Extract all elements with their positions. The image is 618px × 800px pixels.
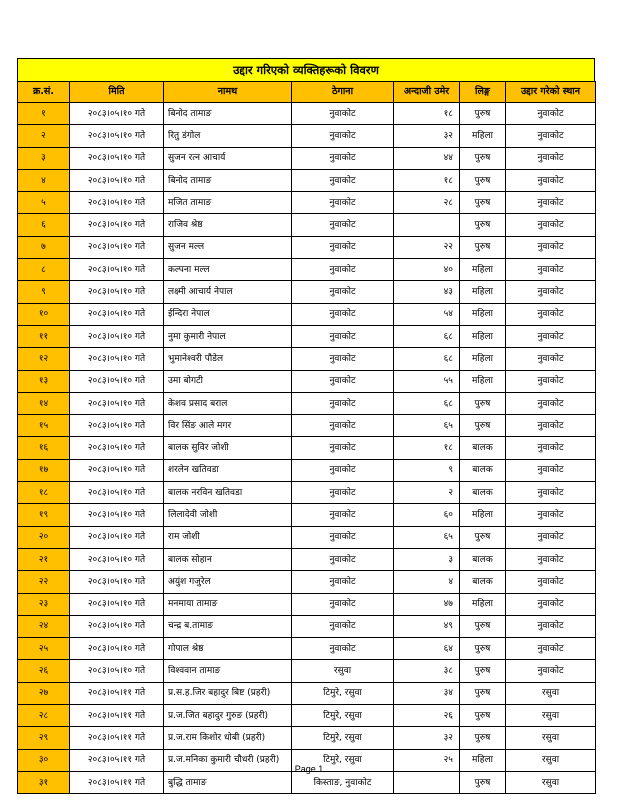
cell-address: टिमुरे, रसुवा <box>292 682 394 704</box>
cell-serial: ३ <box>18 147 70 169</box>
cell-gender: पुरुष <box>460 214 506 236</box>
cell-address: नुवाकोट <box>292 638 394 660</box>
cell-date: २०८३।०५।११ गते <box>70 705 164 727</box>
cell-date: २०८३।०५।११ गते <box>70 682 164 704</box>
cell-name: विश्ववान तामाङ <box>164 660 292 682</box>
table-row <box>18 571 596 593</box>
cell-address: रसुवा <box>292 660 394 682</box>
header-rescue-place: उद्दार गरेको स्थान <box>506 82 596 103</box>
cell-date: २०८३।०५।१० गते <box>70 415 164 437</box>
cell-name: विर सिंङ आले मगर <box>164 415 292 437</box>
page-number: Page 1 <box>294 764 324 774</box>
cell-address: नुवाकोट <box>292 370 394 392</box>
cell-age: ३२ <box>394 125 460 147</box>
cell-serial: १० <box>18 303 70 325</box>
cell-age: ५५ <box>394 370 460 392</box>
cell-age: ४० <box>394 259 460 281</box>
cell-age: २२ <box>394 236 460 258</box>
cell-age: २ <box>394 482 460 504</box>
header-name: नामथ <box>164 82 292 103</box>
cell-serial: २६ <box>18 660 70 682</box>
cell-rescue-place: नुवाकोट <box>506 459 596 481</box>
table-row <box>18 705 596 727</box>
cell-gender: पुरुष <box>460 660 506 682</box>
cell-name: बिनोद तामाङ <box>164 103 292 125</box>
cell-name: मजित तामाङ <box>164 192 292 214</box>
cell-address: नुवाकोट <box>292 214 394 236</box>
cell-rescue-place: नुवाकोट <box>506 325 596 347</box>
table-row <box>18 392 596 414</box>
cell-name: नुमा कुमारी नेपाल <box>164 325 292 347</box>
cell-rescue-place: नुवाकोट <box>506 615 596 637</box>
cell-serial: ८ <box>18 259 70 281</box>
cell-rescue-place: नुवाकोट <box>506 192 596 214</box>
cell-name: अयुंश गजुरेल <box>164 571 292 593</box>
cell-serial: ७ <box>18 236 70 258</box>
cell-address: नुवाकोट <box>292 615 394 637</box>
cell-date: २०८३।०५।१० गते <box>70 548 164 570</box>
cell-rescue-place: रसुवा <box>506 749 596 771</box>
table-row <box>18 638 596 660</box>
cell-age: ६५ <box>394 415 460 437</box>
cell-serial: २३ <box>18 593 70 615</box>
header-date: मिति <box>70 82 164 103</box>
cell-age: ३८ <box>394 660 460 682</box>
table-row <box>18 615 596 637</box>
table-row <box>18 437 596 459</box>
cell-date: २०८३।०५।१० गते <box>70 103 164 125</box>
table-row <box>18 281 596 303</box>
cell-age: ४४ <box>394 147 460 169</box>
cell-rescue-place: नुवाकोट <box>506 303 596 325</box>
cell-address: टिमुरे, रसुवा <box>292 749 394 771</box>
table-row <box>18 526 596 548</box>
rescued-persons-sheet <box>17 58 595 794</box>
cell-name: केशव प्रसाद बराल <box>164 392 292 414</box>
cell-age: ४ <box>394 571 460 593</box>
cell-date: २०८३।०५।१० गते <box>70 459 164 481</box>
table-row <box>18 348 596 370</box>
cell-rescue-place: नुवाकोट <box>506 214 596 236</box>
cell-rescue-place: नुवाकोट <box>506 571 596 593</box>
cell-date: २०८३।०५।१० गते <box>70 526 164 548</box>
cell-gender: बालक <box>460 548 506 570</box>
cell-serial: १ <box>18 103 70 125</box>
cell-rescue-place: नुवाकोट <box>506 482 596 504</box>
table-row <box>18 147 596 169</box>
cell-address: किस्ताङ, नुवाकोट <box>292 771 394 793</box>
cell-serial: १७ <box>18 459 70 481</box>
cell-name: बिनोद तामाङ <box>164 169 292 191</box>
cell-age: २५ <box>394 749 460 771</box>
cell-rescue-place: नुवाकोट <box>506 593 596 615</box>
header-row <box>18 82 596 103</box>
cell-gender: पुरुष <box>460 169 506 191</box>
cell-date: २०८३।०५।१० गते <box>70 571 164 593</box>
cell-gender: महिला <box>460 259 506 281</box>
cell-name: बालक नरविन खतिवडा <box>164 482 292 504</box>
cell-serial: २१ <box>18 548 70 570</box>
table-row <box>18 660 596 682</box>
cell-date: २०८३।०५।१० गते <box>70 259 164 281</box>
cell-name: भुमानेश्वरी पौडेल <box>164 348 292 370</box>
table-row <box>18 169 596 191</box>
cell-rescue-place: नुवाकोट <box>506 348 596 370</box>
cell-date: २०८३।०५।१० गते <box>70 660 164 682</box>
table-title: उद्दार गरिएको व्यक्तिहरूको विवरण <box>17 58 595 81</box>
cell-gender: पुरुष <box>460 147 506 169</box>
cell-serial: १४ <box>18 392 70 414</box>
cell-gender: महिला <box>460 370 506 392</box>
table-row <box>18 482 596 504</box>
cell-name: राजिव श्रेष्ठ <box>164 214 292 236</box>
cell-gender: महिला <box>460 125 506 147</box>
cell-date: २०८३।०५।१० गते <box>70 504 164 526</box>
cell-address: नुवाकोट <box>292 571 394 593</box>
cell-name: लक्ष्मी आचार्य नेपाल <box>164 281 292 303</box>
cell-name: प्र.स.ह.जिर बहादुर बिष्ट (प्रहरी) <box>164 682 292 704</box>
cell-age: ६८ <box>394 392 460 414</box>
header-age: अन्दाजी उमेर <box>394 82 460 103</box>
cell-age <box>394 214 460 236</box>
cell-date: २०८३।०५।१० गते <box>70 638 164 660</box>
header-gender: लिङ्ग <box>460 82 506 103</box>
rescued-persons-table <box>17 81 596 794</box>
cell-serial: १२ <box>18 348 70 370</box>
cell-address: नुवाकोट <box>292 281 394 303</box>
cell-address: नुवाकोट <box>292 103 394 125</box>
cell-gender: बालक <box>460 571 506 593</box>
cell-name: चन्द्र ब.तामाङ <box>164 615 292 637</box>
cell-gender: बालक <box>460 437 506 459</box>
table-row <box>18 192 596 214</box>
cell-age: ३२ <box>394 727 460 749</box>
table-row <box>18 415 596 437</box>
cell-gender: पुरुष <box>460 682 506 704</box>
cell-address: नुवाकोट <box>292 504 394 526</box>
cell-gender: महिला <box>460 281 506 303</box>
cell-gender: पुरुष <box>460 236 506 258</box>
cell-age: ४३ <box>394 281 460 303</box>
cell-date: २०८३।०५।१० गते <box>70 281 164 303</box>
cell-address: नुवाकोट <box>292 236 394 258</box>
cell-serial: ३१ <box>18 771 70 793</box>
cell-rescue-place: नुवाकोट <box>506 526 596 548</box>
cell-rescue-place: नुवाकोट <box>506 370 596 392</box>
cell-date: २०८३।०५।१० गते <box>70 169 164 191</box>
cell-address: नुवाकोट <box>292 147 394 169</box>
cell-serial: १८ <box>18 482 70 504</box>
table-row <box>18 459 596 481</box>
cell-serial: ११ <box>18 325 70 347</box>
cell-serial: २० <box>18 526 70 548</box>
cell-date: २०८३।०५।१० गते <box>70 192 164 214</box>
cell-address: नुवाकोट <box>292 125 394 147</box>
cell-rescue-place: रसुवा <box>506 727 596 749</box>
cell-date: २०८३।०५।१० गते <box>70 236 164 258</box>
cell-date: २०८३।०५।१० गते <box>70 370 164 392</box>
cell-age: ६५ <box>394 526 460 548</box>
cell-name: गोपाल श्रेष्ठ <box>164 638 292 660</box>
cell-age: ६८ <box>394 348 460 370</box>
cell-date: २०८३।०५।१० गते <box>70 437 164 459</box>
cell-name: मनमाया तामाङ <box>164 593 292 615</box>
cell-name: प्र.ज.मनिका कुमारी चौधरी (प्रहरी) <box>164 749 292 771</box>
cell-name: प्र.ज.राम किशोर धोबी (प्रहरी) <box>164 727 292 749</box>
cell-date: २०८३।०५।११ गते <box>70 749 164 771</box>
cell-name: राम जोशी <box>164 526 292 548</box>
header-address: ठेगाना <box>292 82 394 103</box>
cell-address: नुवाकोट <box>292 259 394 281</box>
cell-gender: पुरुष <box>460 705 506 727</box>
cell-serial: १६ <box>18 437 70 459</box>
cell-name: प्र.ज.जित बहादुर गुरुङ (प्रहरी) <box>164 705 292 727</box>
cell-address: नुवाकोट <box>292 192 394 214</box>
cell-serial: ९ <box>18 281 70 303</box>
cell-rescue-place: नुवाकोट <box>506 259 596 281</box>
cell-serial: २४ <box>18 615 70 637</box>
cell-name: बालक सुविर जोशी <box>164 437 292 459</box>
table-row <box>18 303 596 325</box>
table-row <box>18 548 596 570</box>
cell-date: २०८३।०५।१० गते <box>70 325 164 347</box>
cell-address: नुवाकोट <box>292 437 394 459</box>
cell-gender: पुरुष <box>460 771 506 793</box>
table-row <box>18 236 596 258</box>
cell-gender: पुरुष <box>460 392 506 414</box>
cell-rescue-place: नुवाकोट <box>506 660 596 682</box>
cell-name: लिलादेवी जोशी <box>164 504 292 526</box>
cell-address: नुवाकोट <box>292 325 394 347</box>
cell-gender: महिला <box>460 325 506 347</box>
cell-name: सुजन मल्ल <box>164 236 292 258</box>
table-row <box>18 727 596 749</box>
cell-rescue-place: नुवाकोट <box>506 504 596 526</box>
cell-rescue-place: नुवाकोट <box>506 169 596 191</box>
cell-age: ४७ <box>394 593 460 615</box>
cell-date: २०८३।०५।१० गते <box>70 303 164 325</box>
cell-serial: १३ <box>18 370 70 392</box>
cell-gender: पुरुष <box>460 415 506 437</box>
cell-rescue-place: नुवाकोट <box>506 548 596 570</box>
cell-gender: पुरुष <box>460 638 506 660</box>
table-row <box>18 504 596 526</box>
cell-serial: २ <box>18 125 70 147</box>
cell-serial: २५ <box>18 638 70 660</box>
cell-address: नुवाकोट <box>292 593 394 615</box>
cell-name: बुद्धि तामाङ <box>164 771 292 793</box>
cell-age: ६८ <box>394 325 460 347</box>
header-serial: क्र.सं. <box>18 82 70 103</box>
cell-serial: २९ <box>18 727 70 749</box>
cell-age: ३ <box>394 548 460 570</box>
cell-address: टिमुरे, रसुवा <box>292 705 394 727</box>
cell-age: १८ <box>394 103 460 125</box>
table-body <box>18 103 596 794</box>
table-row <box>18 103 596 125</box>
cell-serial: ४ <box>18 169 70 191</box>
cell-gender: बालक <box>460 482 506 504</box>
cell-gender: महिला <box>460 749 506 771</box>
cell-gender: महिला <box>460 593 506 615</box>
cell-gender: पुरुष <box>460 727 506 749</box>
cell-name: ईन्दिरा नेपाल <box>164 303 292 325</box>
cell-address: नुवाकोट <box>292 548 394 570</box>
cell-rescue-place: नुवाकोट <box>506 236 596 258</box>
cell-rescue-place: नुवाकोट <box>506 392 596 414</box>
cell-serial: १५ <box>18 415 70 437</box>
cell-rescue-place: नुवाकोट <box>506 103 596 125</box>
cell-date: २०८३।०५।१० गते <box>70 348 164 370</box>
cell-age: १८ <box>394 169 460 191</box>
cell-address: नुवाकोट <box>292 169 394 191</box>
cell-address: नुवाकोट <box>292 526 394 548</box>
cell-serial: ५ <box>18 192 70 214</box>
cell-rescue-place: नुवाकोट <box>506 437 596 459</box>
table-row <box>18 370 596 392</box>
cell-gender: पुरुष <box>460 103 506 125</box>
cell-date: २०८३।०५।१० गते <box>70 392 164 414</box>
cell-gender: पुरुष <box>460 192 506 214</box>
cell-age: ६४ <box>394 638 460 660</box>
cell-address: नुवाकोट <box>292 392 394 414</box>
cell-rescue-place: रसुवा <box>506 771 596 793</box>
table-row <box>18 125 596 147</box>
cell-gender: महिला <box>460 348 506 370</box>
cell-age: २६ <box>394 705 460 727</box>
cell-address: नुवाकोट <box>292 482 394 504</box>
cell-address: नुवाकोट <box>292 348 394 370</box>
table-row <box>18 325 596 347</box>
cell-name: बालक सोहान <box>164 548 292 570</box>
table-row <box>18 682 596 704</box>
cell-date: २०८३।०५।१० गते <box>70 147 164 169</box>
cell-date: २०८३।०५।११ गते <box>70 771 164 793</box>
cell-rescue-place: नुवाकोट <box>506 125 596 147</box>
cell-gender: पुरुष <box>460 615 506 637</box>
cell-gender: पुरुष <box>460 526 506 548</box>
table-row <box>18 259 596 281</box>
cell-address: नुवाकोट <box>292 459 394 481</box>
cell-name: कल्पना मल्ल <box>164 259 292 281</box>
cell-address: टिमुरे, रसुवा <box>292 727 394 749</box>
cell-address: नुवाकोट <box>292 303 394 325</box>
cell-serial: २८ <box>18 705 70 727</box>
cell-serial: २७ <box>18 682 70 704</box>
cell-name: शरलेन खतिवडा <box>164 459 292 481</box>
table-row <box>18 214 596 236</box>
cell-rescue-place: रसुवा <box>506 705 596 727</box>
cell-rescue-place: नुवाकोट <box>506 638 596 660</box>
cell-date: २०८३।०५।१० गते <box>70 214 164 236</box>
cell-age <box>394 771 460 793</box>
cell-serial: ६ <box>18 214 70 236</box>
cell-age: ६० <box>394 504 460 526</box>
table-row <box>18 593 596 615</box>
cell-serial: ३० <box>18 749 70 771</box>
cell-rescue-place: रसुवा <box>506 682 596 704</box>
cell-serial: २२ <box>18 571 70 593</box>
cell-rescue-place: नुवाकोट <box>506 147 596 169</box>
cell-age: १८ <box>394 437 460 459</box>
cell-name: उमा बोगटी <box>164 370 292 392</box>
cell-serial: १९ <box>18 504 70 526</box>
cell-name: सुजन रत्न आचार्य <box>164 147 292 169</box>
cell-date: २०८३।०५।११ गते <box>70 727 164 749</box>
cell-gender: महिला <box>460 303 506 325</box>
cell-date: २०८३।०५।१० गते <box>70 482 164 504</box>
cell-date: २०८३।०५।१० गते <box>70 125 164 147</box>
cell-gender: बालक <box>460 459 506 481</box>
cell-rescue-place: नुवाकोट <box>506 415 596 437</box>
cell-age: ३४ <box>394 682 460 704</box>
cell-date: २०८३।०५।१० गते <box>70 593 164 615</box>
cell-date: २०८३।०५।१० गते <box>70 615 164 637</box>
cell-age: २८ <box>394 192 460 214</box>
cell-gender: महिला <box>460 504 506 526</box>
table-row <box>18 771 596 793</box>
cell-age: ५४ <box>394 303 460 325</box>
cell-address: नुवाकोट <box>292 415 394 437</box>
cell-age: ४९ <box>394 615 460 637</box>
cell-rescue-place: नुवाकोट <box>506 281 596 303</box>
cell-age: ९ <box>394 459 460 481</box>
cell-name: रितु डंगोल <box>164 125 292 147</box>
